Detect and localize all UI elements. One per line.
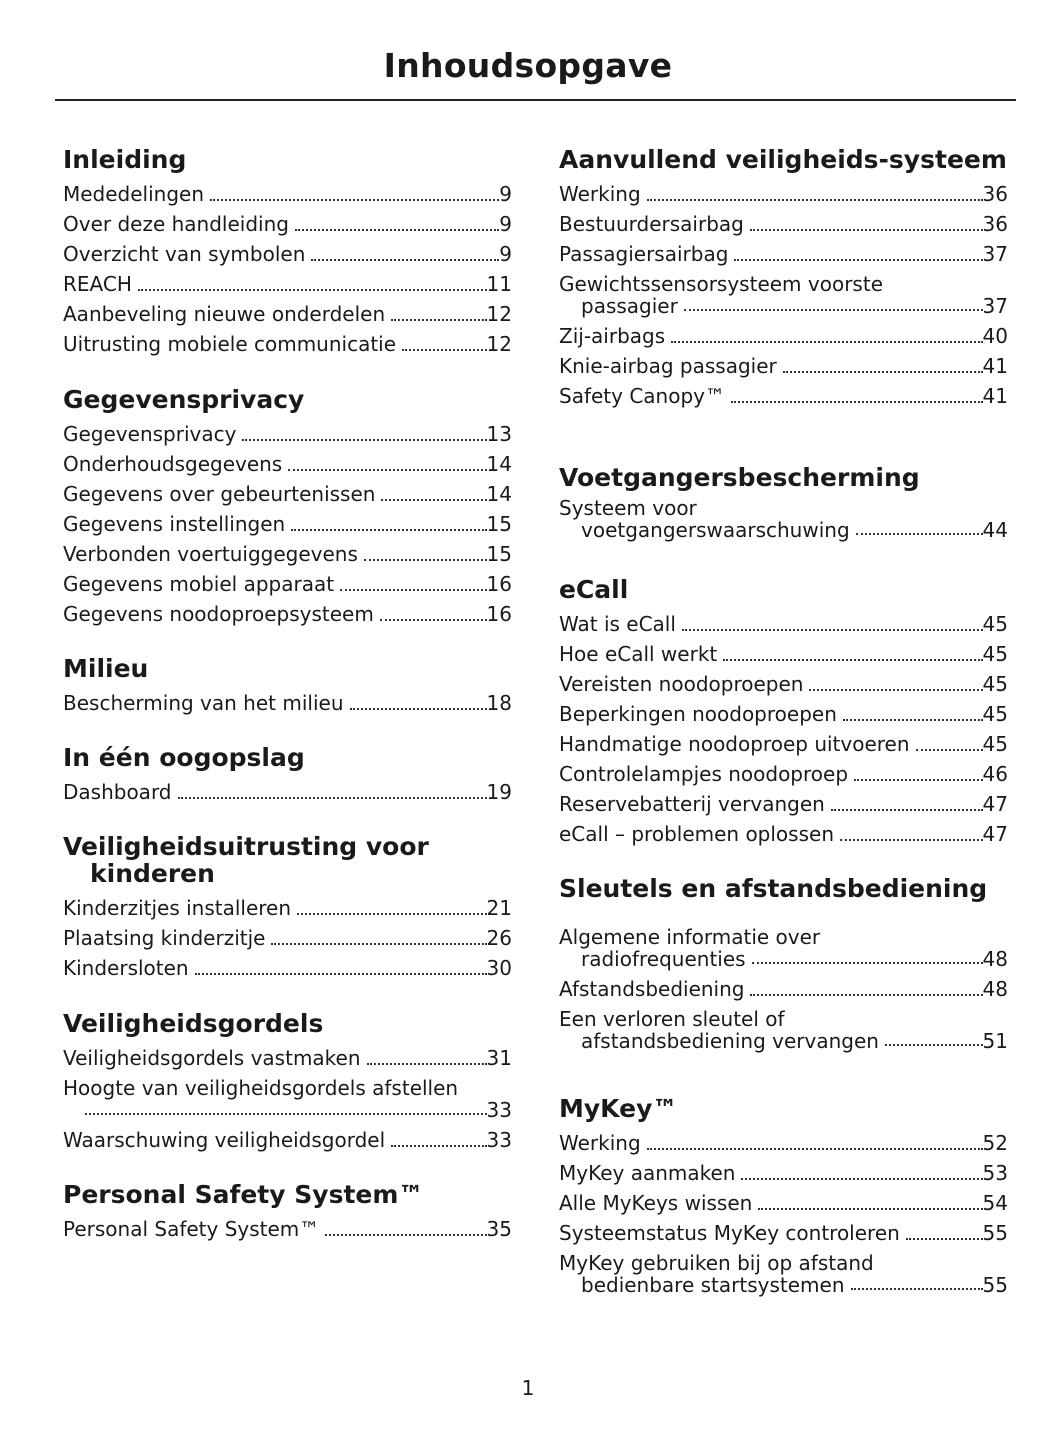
- entry-page-number: 45: [982, 732, 1008, 756]
- dot-leader: [325, 1234, 486, 1236]
- entry-title: Zij-airbags: [559, 324, 666, 348]
- entry-title: Handmatige noodoproep uitvoeren: [559, 732, 910, 756]
- toc-entry[interactable]: [559, 239, 1008, 269]
- dot-leader: [851, 1288, 983, 1290]
- entry-title-line2: [559, 1274, 1008, 1296]
- entry-page-number: 14: [486, 482, 512, 506]
- entry-title: bedienbare startsystemen: [581, 1273, 845, 1297]
- dot-leader: [840, 839, 983, 841]
- entry-title: Personal Safety System™: [63, 1217, 320, 1241]
- entry-title: afstandsbediening vervangen: [581, 1029, 879, 1053]
- section-heading: Gegevensprivacy: [63, 385, 305, 414]
- entry-page-number: 12: [486, 332, 512, 356]
- entry-title: Plaatsing kinderzitje: [63, 926, 266, 950]
- entry-title: MyKey aanmaken: [559, 1161, 736, 1185]
- entry-title: Wat is eCall: [559, 612, 676, 636]
- entry-title-line1: Algemene informatie over: [559, 925, 821, 949]
- entry-page-number: 37: [982, 294, 1008, 318]
- page-title: Inhoudsopgave: [383, 46, 673, 85]
- dot-leader: [297, 913, 487, 915]
- entry-page-number: 13: [486, 422, 512, 446]
- entry-page-number: 9: [499, 182, 512, 206]
- dot-leader: [647, 1148, 983, 1150]
- section-heading: Veiligheidsgordels: [63, 1009, 324, 1038]
- dot-leader: [295, 229, 499, 231]
- entry-page-number: 9: [499, 242, 512, 266]
- entry-page-number: 36: [982, 212, 1008, 236]
- toc-entry[interactable]: [559, 819, 1008, 849]
- toc-entry[interactable]: [63, 299, 512, 329]
- toc-entry[interactable]: [559, 1252, 1008, 1296]
- entry-page-number: 33: [486, 1098, 512, 1122]
- dot-leader: [682, 629, 983, 631]
- dot-leader: [809, 689, 982, 691]
- dot-leader: [291, 529, 486, 531]
- dot-leader: [364, 559, 487, 561]
- toc-entry[interactable]: [63, 179, 512, 209]
- entry-page-number: 14: [486, 452, 512, 476]
- dot-leader: [854, 779, 983, 781]
- toc-entry[interactable]: [559, 974, 1008, 1004]
- entry-title-line1: Hoogte van veiligheidsgordels afstellen: [63, 1076, 459, 1100]
- entry-page-number: 45: [982, 642, 1008, 666]
- toc-entry[interactable]: [63, 1043, 512, 1073]
- entry-page-number: 16: [486, 572, 512, 596]
- entry-title-line2: [559, 519, 1008, 541]
- entry-title: radiofrequenties: [581, 947, 746, 971]
- dot-leader: [831, 809, 983, 811]
- toc-entry[interactable]: [559, 1188, 1008, 1218]
- dot-leader: [288, 469, 486, 471]
- entry-title-line1: Gewichtssensorsysteem voorste: [559, 272, 883, 296]
- entry-title: Beperkingen noodoproepen: [559, 702, 837, 726]
- entry-title: Kindersloten: [63, 956, 189, 980]
- entry-page-number: 18: [486, 691, 512, 715]
- entry-title: Passagiersairbag: [559, 242, 729, 266]
- entry-title: Bescherming van het milieu: [63, 691, 344, 715]
- toc-section-mykey: [559, 1095, 1008, 1300]
- entry-title: Systeemstatus MyKey controleren: [559, 1221, 900, 1245]
- entry-page-number: 16: [486, 602, 512, 626]
- dot-leader: [195, 973, 487, 975]
- entry-page-number: 15: [486, 542, 512, 566]
- toc-section-milieu: [63, 655, 512, 718]
- entry-title-line1: Een verloren sleutel of: [559, 1007, 785, 1031]
- entry-page-number: 55: [982, 1273, 1008, 1297]
- dot-leader: [85, 1113, 487, 1115]
- entry-title: Gegevens mobiel apparaat: [63, 572, 335, 596]
- dot-leader: [350, 708, 487, 710]
- toc-entry[interactable]: [63, 1214, 512, 1244]
- entry-title: REACH: [63, 272, 132, 296]
- dot-leader: [381, 499, 486, 501]
- entry-title: Waarschuwing veiligheidsgordel: [63, 1128, 386, 1152]
- toc-entry[interactable]: [63, 893, 512, 923]
- entry-page-number: 19: [486, 780, 512, 804]
- entry-page-number: 36: [982, 182, 1008, 206]
- dot-leader: [367, 1063, 487, 1065]
- entry-title: Over deze handleiding: [63, 212, 289, 236]
- entry-page-number: 52: [982, 1131, 1008, 1155]
- toc-entry[interactable]: [559, 273, 1008, 317]
- toc-entry[interactable]: [63, 449, 512, 479]
- entry-page-number: 15: [486, 512, 512, 536]
- entry-title: passagier: [581, 294, 678, 318]
- toc-section-voetgangersbescherming: [559, 464, 1008, 545]
- section-heading: Milieu: [63, 654, 149, 683]
- dot-leader: [311, 259, 499, 261]
- toc-entry[interactable]: [63, 269, 512, 299]
- entry-title-line2: [559, 948, 1008, 970]
- entry-page-number: 46: [982, 762, 1008, 786]
- section-heading: In één oogopslag: [63, 743, 305, 772]
- dot-leader: [138, 289, 487, 291]
- entry-page-number: 44: [982, 518, 1008, 542]
- entry-page-number: 33: [486, 1128, 512, 1152]
- dot-leader: [671, 341, 982, 343]
- section-heading: Voetgangersbescherming: [559, 463, 920, 492]
- entry-title: Onderhoudsgegevens: [63, 452, 283, 476]
- entry-title-line1: Systeem voor: [559, 496, 697, 520]
- toc-entry[interactable]: [559, 1128, 1008, 1158]
- entry-page-number: 40: [982, 324, 1008, 348]
- toc-entry[interactable]: [559, 669, 1008, 699]
- section-heading: Personal Safety System™: [63, 1180, 424, 1209]
- page-number: 1: [521, 1376, 535, 1400]
- toc-entry[interactable]: [559, 179, 1008, 209]
- entry-page-number: 30: [486, 956, 512, 980]
- entry-title: Hoe eCall werkt: [559, 642, 718, 666]
- entry-page-number: 45: [982, 702, 1008, 726]
- entry-title: Gegevens instellingen: [63, 512, 286, 536]
- dot-leader: [906, 1238, 983, 1240]
- toc-entry[interactable]: [559, 1008, 1008, 1052]
- section-heading: Sleutels en afstandsbediening: [559, 874, 988, 903]
- entry-title-line2: [559, 295, 1008, 317]
- toc-entry[interactable]: [63, 1125, 512, 1155]
- entry-title: Alle MyKeys wissen: [559, 1191, 753, 1215]
- dot-leader: [885, 1044, 983, 1046]
- entry-title: Verbonden voertuiggegevens: [63, 542, 358, 566]
- entry-page-number: 37: [982, 242, 1008, 266]
- toc-entry[interactable]: [559, 209, 1008, 239]
- dot-leader: [916, 749, 983, 751]
- dot-leader: [380, 619, 487, 621]
- section-heading: MyKey™: [559, 1094, 678, 1123]
- section-heading: Veiligheidsuitrusting voor kinderen: [63, 832, 429, 888]
- toc-entry[interactable]: [63, 777, 512, 807]
- entry-page-number: 45: [982, 672, 1008, 696]
- dot-leader: [647, 199, 983, 201]
- entry-title-line2: [559, 1030, 1008, 1052]
- dot-leader: [684, 309, 983, 311]
- title-rule: [55, 99, 1016, 101]
- toc-entry[interactable]: [63, 953, 512, 983]
- entry-title: Werking: [559, 1131, 641, 1155]
- dot-leader: [731, 401, 983, 403]
- dot-leader: [843, 719, 983, 721]
- entry-page-number: 35: [486, 1217, 512, 1241]
- entry-title: Overzicht van symbolen: [63, 242, 306, 266]
- toc-entry[interactable]: [63, 539, 512, 569]
- dot-leader: [340, 589, 486, 591]
- entry-page-number: 41: [982, 384, 1008, 408]
- entry-page-number: 21: [486, 896, 512, 920]
- entry-title: Aanbeveling nieuwe onderdelen: [63, 302, 386, 326]
- entry-title: Gegevensprivacy: [63, 422, 237, 446]
- toc-entry[interactable]: [559, 789, 1008, 819]
- entry-title: Reservebatterij vervangen: [559, 792, 825, 816]
- entry-page-number: 55: [982, 1221, 1008, 1245]
- entry-title: Controlelampjes noodoproep: [559, 762, 849, 786]
- dot-leader: [752, 962, 983, 964]
- entry-page-number: 41: [982, 354, 1008, 378]
- entry-title: Kinderzitjes installeren: [63, 896, 292, 920]
- toc-entry[interactable]: [559, 1218, 1008, 1248]
- dot-leader: [271, 943, 486, 945]
- toc-section-personal-safety-system: [63, 1181, 512, 1244]
- toc-section-ecall: [559, 576, 1008, 849]
- entry-page-number: 47: [982, 822, 1008, 846]
- toc-entry[interactable]: [559, 351, 1008, 381]
- dot-leader: [391, 319, 486, 321]
- entry-page-number: 51: [982, 1029, 1008, 1053]
- toc-entry[interactable]: [63, 329, 512, 359]
- entry-page-number: 9: [499, 212, 512, 236]
- entry-title: Gegevens noodoproepsysteem: [63, 602, 374, 626]
- dot-leader: [750, 229, 983, 231]
- entry-title: Veiligheidsgordels vastmaken: [63, 1046, 361, 1070]
- dot-leader: [178, 797, 487, 799]
- dot-leader: [758, 1208, 982, 1210]
- toc-entry[interactable]: [559, 759, 1008, 789]
- entry-page-number: 48: [982, 947, 1008, 971]
- entry-page-number: 54: [982, 1191, 1008, 1215]
- toc-entry[interactable]: [63, 569, 512, 599]
- dot-leader: [402, 349, 487, 351]
- dot-leader: [210, 199, 499, 201]
- toc-entry[interactable]: [63, 1077, 512, 1121]
- dot-leader: [741, 1178, 982, 1180]
- dot-leader: [723, 659, 982, 661]
- section-heading: eCall: [559, 575, 629, 604]
- toc-section-sleutels-en-afstandsbediening: [559, 875, 1008, 1056]
- toc-entry[interactable]: [559, 699, 1008, 729]
- toc-entry[interactable]: [559, 321, 1008, 351]
- entry-page-number: 47: [982, 792, 1008, 816]
- dot-leader: [783, 371, 983, 373]
- toc-section-veiligheidsuitrusting-voor-kinderen: [63, 833, 512, 983]
- toc-entry[interactable]: [63, 419, 512, 449]
- entry-page-number: 11: [486, 272, 512, 296]
- section-heading: Aanvullend veiligheids-systeem: [559, 145, 1007, 174]
- entry-title: Knie-airbag passagier: [559, 354, 777, 378]
- dot-leader: [734, 259, 982, 261]
- entry-title: Gegevens over gebeurtenissen: [63, 482, 376, 506]
- entry-title: Bestuurdersairbag: [559, 212, 744, 236]
- entry-title: Uitrusting mobiele communicatie: [63, 332, 397, 356]
- entry-page-number: 45: [982, 612, 1008, 636]
- entry-title: Safety Canopy™: [559, 384, 725, 408]
- entry-title: eCall – problemen oplossen: [559, 822, 834, 846]
- toc-entry[interactable]: [559, 639, 1008, 669]
- toc-entry[interactable]: [559, 497, 1008, 541]
- toc-section-inleiding: [63, 146, 512, 359]
- toc-section-veiligheidsgordels: [63, 1010, 512, 1155]
- toc-entry[interactable]: [559, 609, 1008, 639]
- entry-page-number: 31: [486, 1046, 512, 1070]
- toc-entry[interactable]: [63, 509, 512, 539]
- toc-entry[interactable]: [63, 688, 512, 718]
- dot-leader: [242, 439, 486, 441]
- toc-section-gegevensprivacy: [63, 386, 512, 629]
- toc-entry[interactable]: [63, 239, 512, 269]
- toc-entry[interactable]: [63, 923, 512, 953]
- entry-title-line1: MyKey gebruiken bij op afstand: [559, 1251, 874, 1275]
- entry-title: Afstandsbediening: [559, 977, 745, 1001]
- entry-page-number: 53: [982, 1161, 1008, 1185]
- dot-leader: [750, 994, 982, 996]
- entry-title: Werking: [559, 182, 641, 206]
- entry-title: voetgangerswaarschuwing: [581, 518, 850, 542]
- entry-title-line2: [63, 1099, 512, 1121]
- section-heading: Inleiding: [63, 145, 187, 174]
- dot-leader: [391, 1145, 486, 1147]
- dot-leader: [856, 533, 983, 535]
- toc-entry[interactable]: [559, 1158, 1008, 1188]
- entry-title: Mededelingen: [63, 182, 205, 206]
- toc-entry[interactable]: [559, 381, 1008, 411]
- toc-entry[interactable]: [63, 599, 512, 629]
- toc-entry[interactable]: [63, 209, 512, 239]
- entry-title: Dashboard: [63, 780, 172, 804]
- toc-section-in-een-oogopslag: [63, 744, 512, 807]
- entry-page-number: 12: [486, 302, 512, 326]
- entry-page-number: 48: [982, 977, 1008, 1001]
- toc-entry[interactable]: [559, 729, 1008, 759]
- toc-entry[interactable]: [559, 926, 1008, 970]
- toc-section-aanvullend-veiligheids-systeem: [559, 146, 1008, 411]
- entry-page-number: 26: [486, 926, 512, 950]
- toc-entry[interactable]: [63, 479, 512, 509]
- entry-title: Vereisten noodoproepen: [559, 672, 804, 696]
